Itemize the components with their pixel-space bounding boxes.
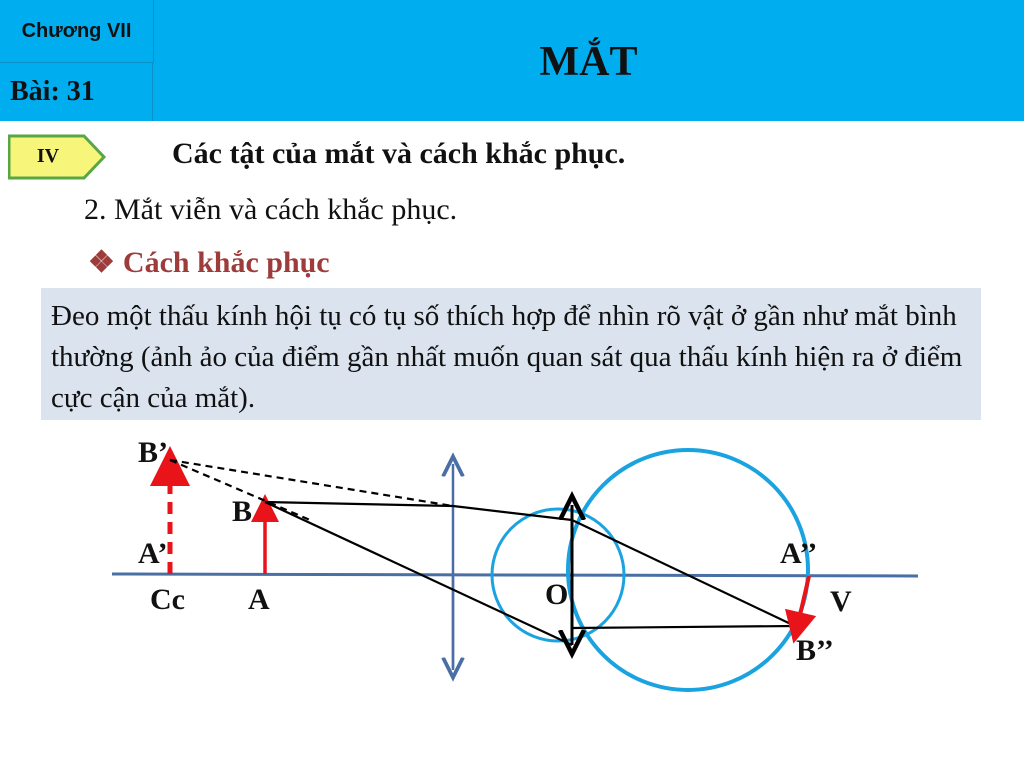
bullet-label: Cách khắc phục <box>122 246 330 279</box>
ray-1c <box>572 520 795 626</box>
page-title: MẮT <box>539 39 638 85</box>
header-bar <box>0 0 1024 121</box>
label-b-double-prime: B’’ <box>796 634 834 667</box>
diamond-bullet-icon: ❖ <box>88 246 115 279</box>
label-a: A <box>248 583 270 616</box>
subsection-title: 2. Mắt viễn và cách khắc phục. <box>84 193 458 226</box>
label-a-double-prime: A’’ <box>780 537 818 570</box>
eyeball-circle <box>568 450 808 690</box>
chapter-label: Chương VII <box>0 0 154 63</box>
explanation-box: Đeo một thấu kính hội tụ có tụ số thích hợp để nhìn rõ vật ở gần như mắt bình thường (ảnh ảo của điểm gần nhất muốn quan sát qua thấu kính hiện ra ở điểm cực cận của mắt). <box>41 288 981 420</box>
label-b: B <box>232 495 253 528</box>
section-badge-label: IV <box>36 145 60 167</box>
retina-image-arrow <box>797 576 809 628</box>
section-title: Các tật của mắt và cách khắc phục. <box>172 137 626 170</box>
label-v: V <box>830 585 852 618</box>
label-a-prime: A’ <box>138 537 168 570</box>
ray-1a <box>265 502 453 506</box>
bullet-heading <box>88 245 330 280</box>
label-o: O <box>545 578 569 611</box>
lesson-label: Bài: 31 <box>0 63 153 121</box>
ray-2b <box>572 626 795 628</box>
principal-axis <box>112 574 918 576</box>
ray-extension-1 <box>170 460 453 506</box>
label-b-prime: B’ <box>138 436 168 469</box>
label-cc: Cc <box>150 583 185 616</box>
